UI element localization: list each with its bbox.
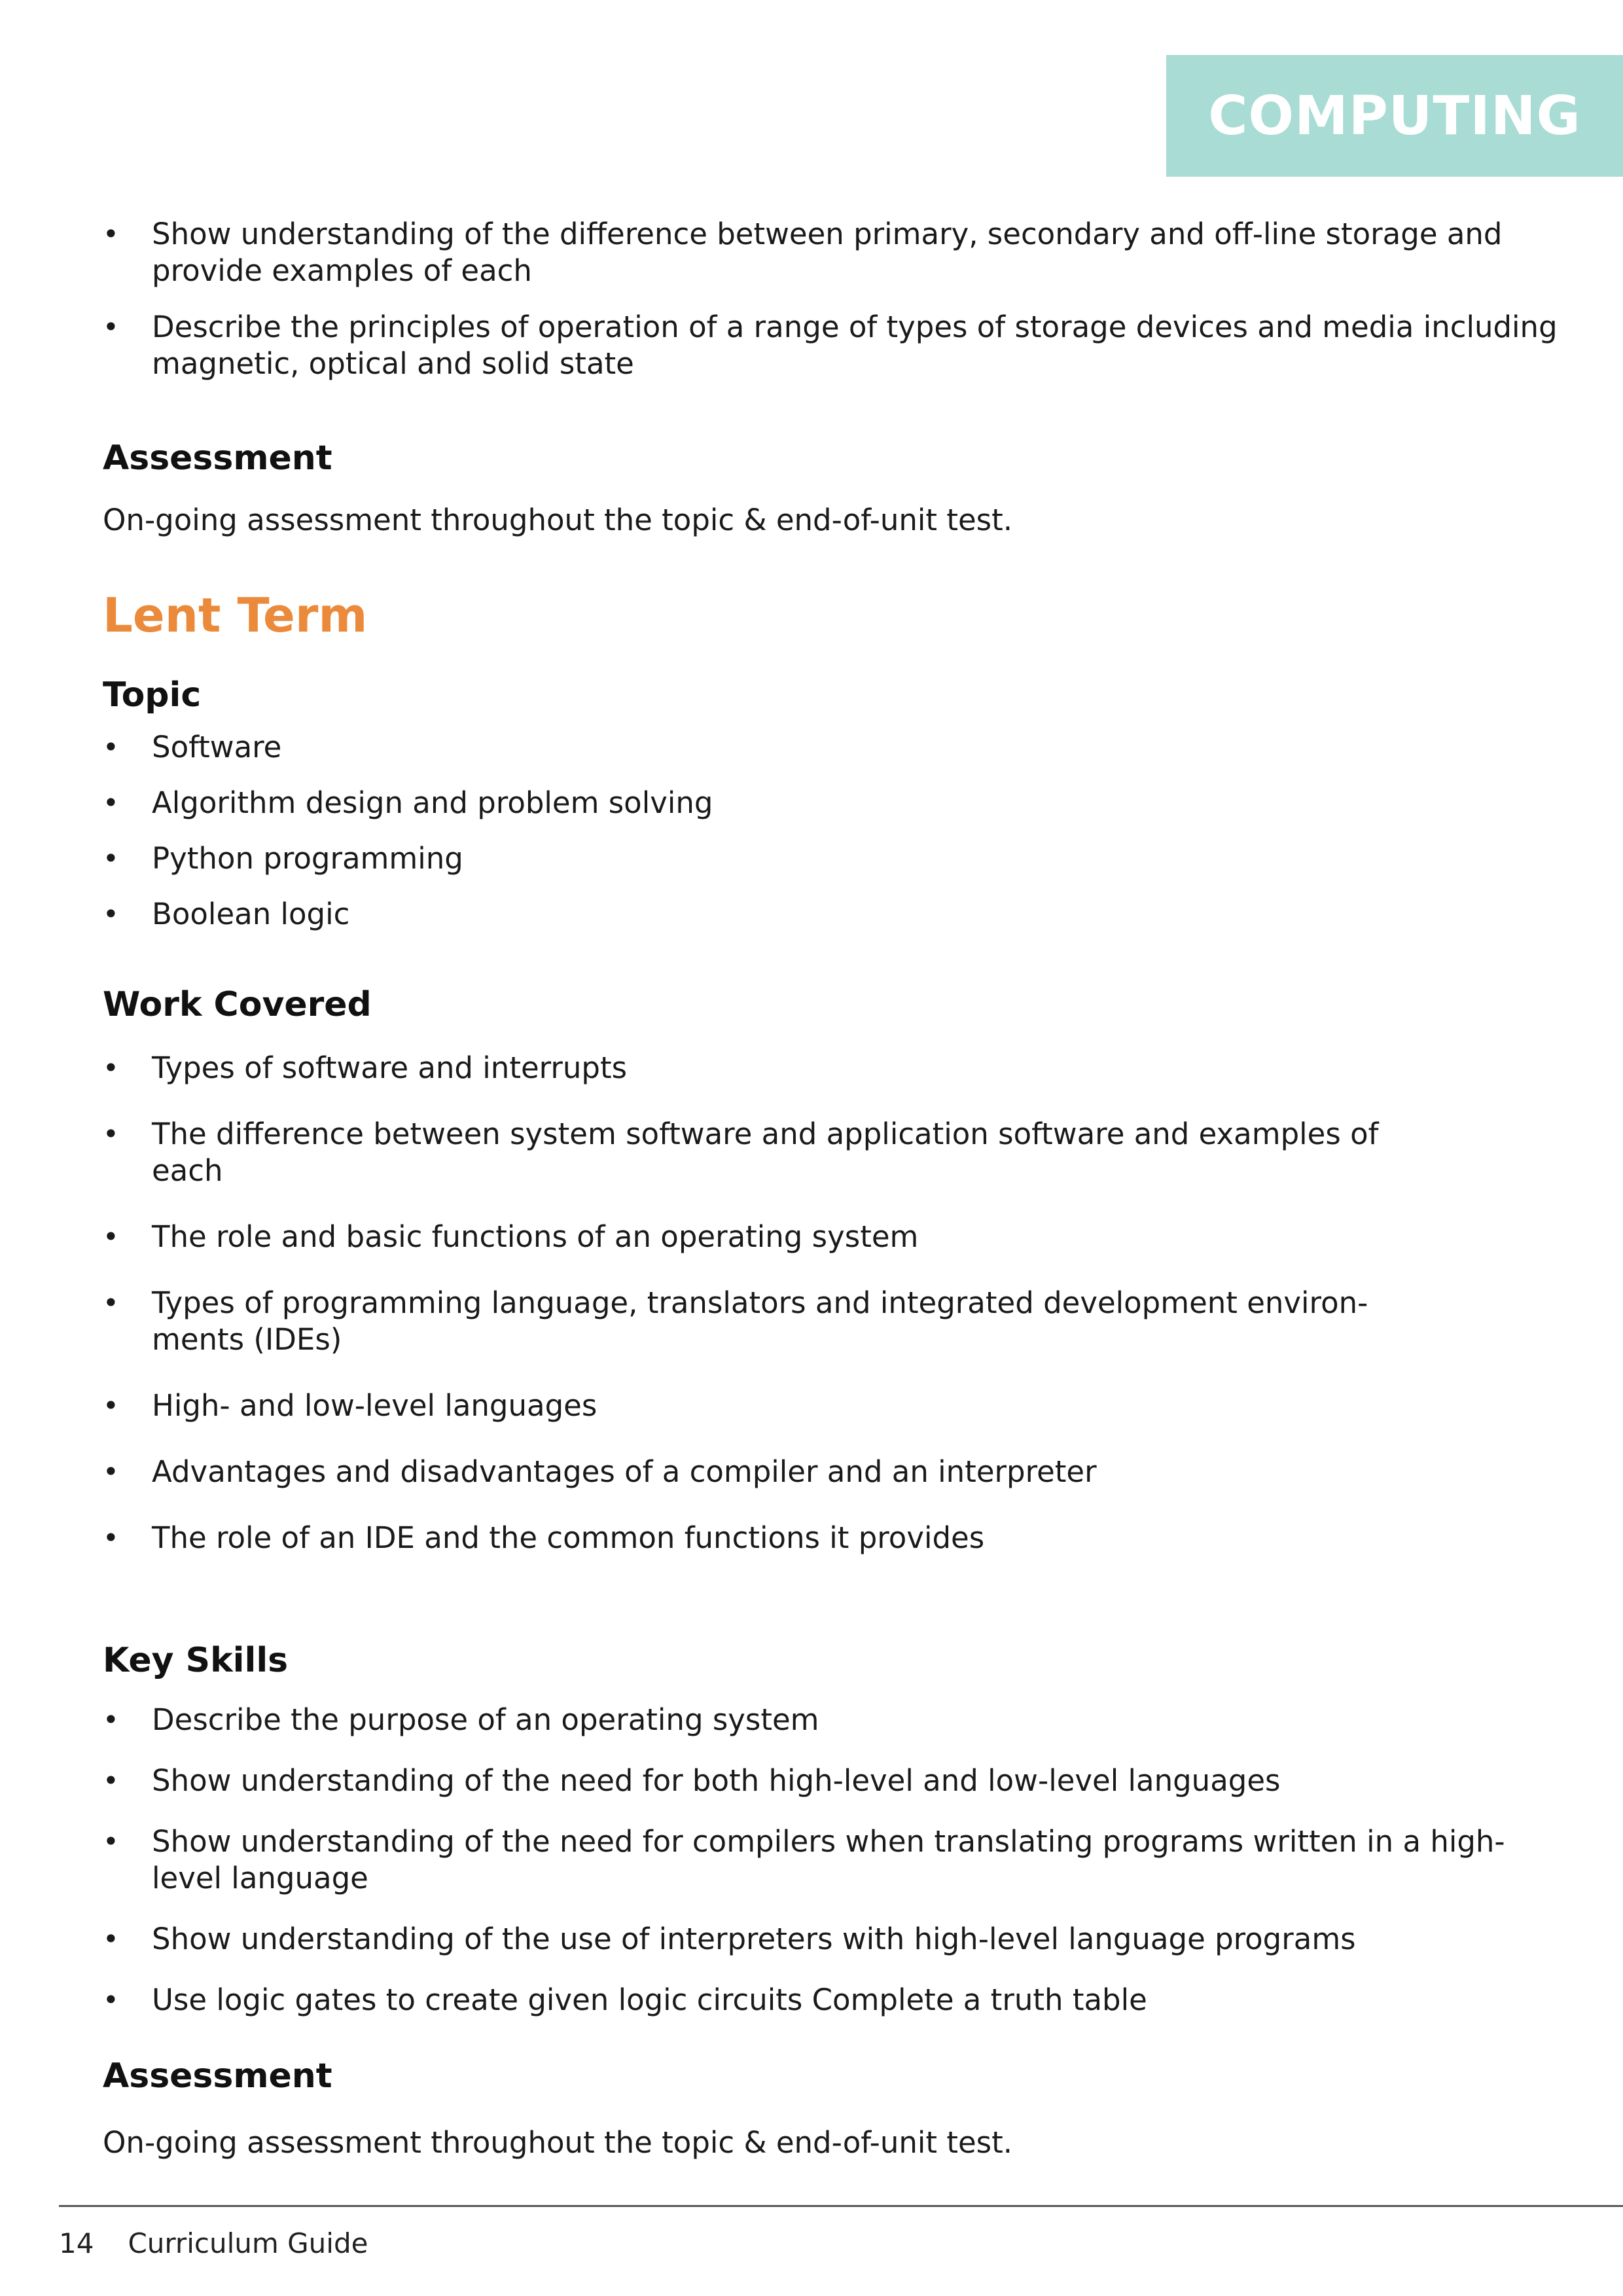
- list-item: • Use logic gates to create given logic circuits Complete a truth table: [103, 1982, 1569, 2018]
- list-item: • Python programming: [103, 840, 1569, 877]
- page-number: 14: [59, 2227, 94, 2259]
- topic-heading: Topic: [103, 675, 202, 715]
- list-item: • The difference between system software and application software and examples of each: [103, 1116, 1379, 1189]
- term-title: Lent Term: [103, 588, 368, 643]
- list-item: • Types of software and interrupts: [103, 1050, 1379, 1086]
- footer-divider: [59, 2205, 1623, 2207]
- footer-label: Curriculum Guide: [128, 2227, 368, 2259]
- assessment-heading: Assessment: [103, 439, 332, 478]
- topic-section: [103, 674, 1569, 952]
- list-item: • Boolean logic: [103, 896, 1569, 933]
- key-skills-heading: Key Skills: [103, 1641, 289, 1680]
- assessment-section-2: [103, 2055, 1569, 2161]
- list-item: • Software: [103, 729, 1569, 766]
- list-item: • Show understanding of the use of interpreters with high-level language programs: [103, 1921, 1569, 1958]
- list-item: • High- and low-level languages: [103, 1388, 1379, 1424]
- assessment-text: On-going assessment throughout the topic & end-of-unit test.: [103, 503, 1013, 537]
- key-skills-section: [103, 1640, 1569, 2043]
- storage-bullets: [103, 216, 1569, 402]
- list-item: • Show understanding of the need for compilers when translating programs written in a high-level language: [103, 1823, 1569, 1897]
- assessment-text: On-going assessment throughout the topic & end-of-unit test.: [103, 2125, 1013, 2160]
- page-footer: [59, 2225, 402, 2262]
- list-item: • The role and basic functions of an operating system: [103, 1219, 1379, 1255]
- lent-term-title: [103, 588, 1569, 643]
- list-item: • Show understanding of the need for both high-level and low-level languages: [103, 1763, 1569, 1799]
- assessment-section-1: [103, 437, 1569, 539]
- assessment-heading: Assessment: [103, 2056, 332, 2096]
- list-item: • Algorithm design and problem solving: [103, 785, 1569, 821]
- list-item: • Describe the purpose of an operating system: [103, 1702, 1569, 1738]
- list-item: • Describe the principles of operation of a range of types of storage devices and media including magnetic, optical and solid state: [103, 309, 1569, 382]
- list-item: • Advantages and disadvantages of a compiler and an interpreter: [103, 1454, 1379, 1490]
- list-item: • The role of an IDE and the common functions it provides: [103, 1520, 1379, 1556]
- list-item: • Types of programming language, translators and integrated development environ-ments (IDEs): [103, 1285, 1379, 1358]
- list-item: • Show understanding of the difference between primary, secondary and off-line storage and provide examples of each: [103, 216, 1569, 289]
- work-covered-heading: Work Covered: [103, 985, 372, 1024]
- subject-tab: COMPUTING: [1166, 55, 1623, 177]
- work-covered-section: [103, 984, 1569, 1586]
